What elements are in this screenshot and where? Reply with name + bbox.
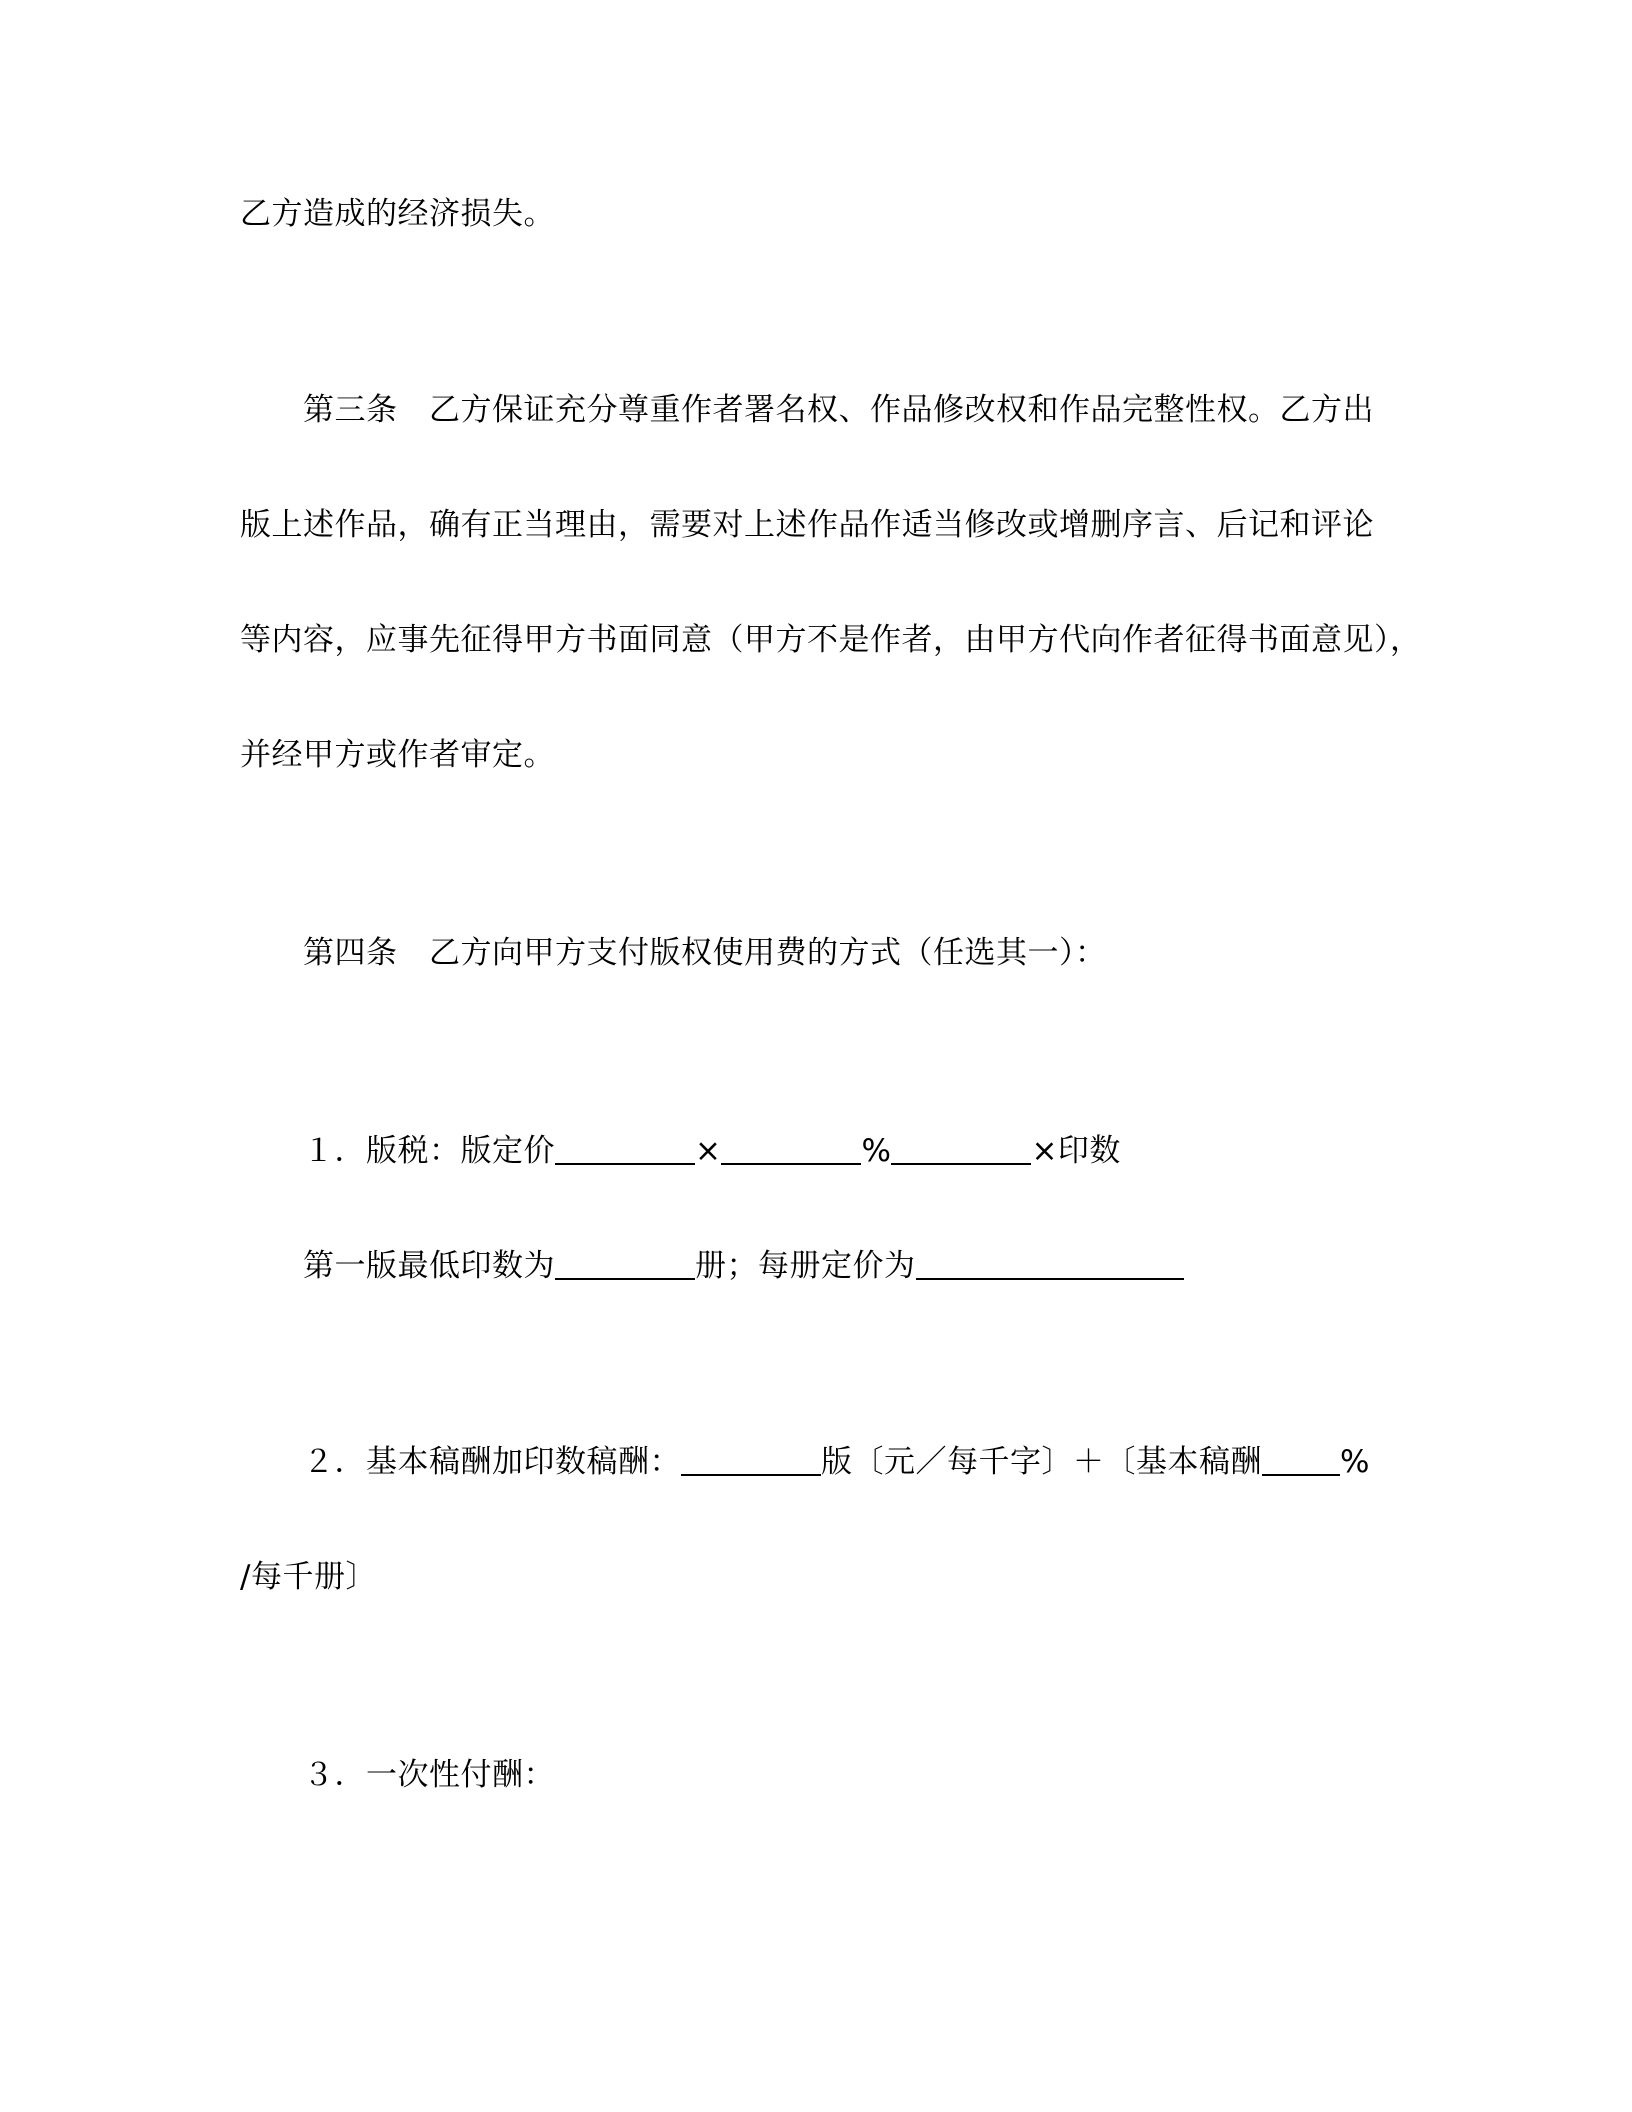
unit-price-blank xyxy=(916,1248,1184,1280)
print-count-label: ×印数 xyxy=(1031,1133,1121,1169)
percent-sign: % xyxy=(861,1133,892,1169)
item-2-basic-fee xyxy=(303,1442,1370,1482)
min-print-blank xyxy=(555,1248,695,1280)
unit-price-label: 册；每册定价为 xyxy=(695,1248,916,1284)
article-3-line-4: 并经甲方或作者审定。 xyxy=(240,737,555,773)
basic-fee-percent-blank xyxy=(1262,1444,1340,1476)
article-3-line-1: 第三条 乙方保证充分尊重作者署名权、作品修改权和作品完整性权。乙方出 xyxy=(303,392,1374,428)
item-1-label: １．版税：版定价 xyxy=(303,1133,555,1169)
item-2-continued: /每千册〕 xyxy=(240,1559,377,1595)
item-1-royalty xyxy=(303,1131,1121,1171)
min-print-label: 第一版最低印数为 xyxy=(303,1248,555,1284)
times-sign: × xyxy=(695,1133,722,1169)
percent-sign-2: % xyxy=(1340,1444,1370,1480)
basic-fee-blank xyxy=(681,1444,821,1476)
item-2-formula: 版〔元／每千字〕＋〔基本稿酬 xyxy=(821,1444,1262,1480)
article-3-line-2: 版上述作品，确有正当理由，需要对上述作品作适当修改或增删序言、后记和评论 xyxy=(240,507,1374,543)
third-blank xyxy=(891,1133,1031,1165)
item-3-lump-sum: ３．一次性付酬： xyxy=(303,1757,555,1793)
article-3-line-3: 等内容，应事先征得甲方书面同意（甲方不是作者，由甲方代向作者征得书面意见）， xyxy=(240,622,1422,658)
rate-blank xyxy=(721,1133,861,1165)
item-2-label: ２．基本稿酬加印数稿酬： xyxy=(303,1444,681,1480)
price-blank xyxy=(555,1133,695,1165)
item-1-min-print xyxy=(303,1246,1184,1286)
article-4-heading: 第四条 乙方向甲方支付版权使用费的方式（任选其一）： xyxy=(303,935,1107,971)
paragraph-line: 乙方造成的经济损失。 xyxy=(240,196,555,232)
